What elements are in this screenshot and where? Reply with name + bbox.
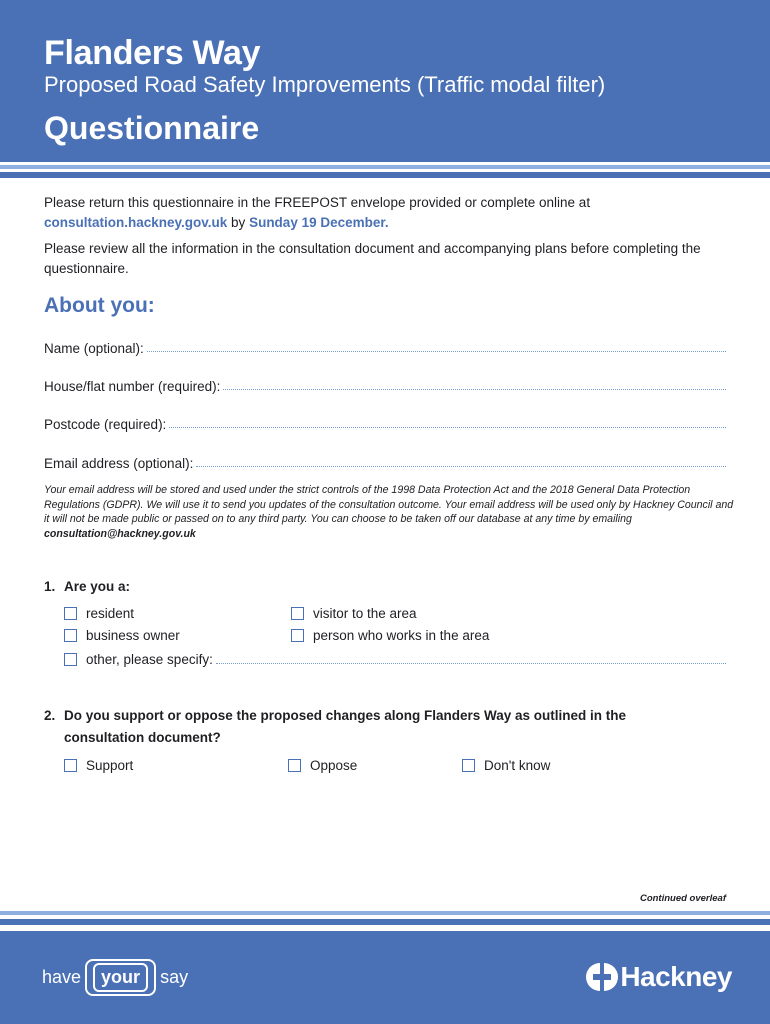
header-banner	[0, 0, 770, 162]
privacy-email: consultation@hackney.gov.uk	[44, 527, 196, 540]
checkbox-other[interactable]	[64, 653, 77, 666]
header-stripe-light	[0, 165, 770, 169]
question-1-text: Are you a:	[64, 579, 131, 594]
checkbox-visitor[interactable]	[291, 607, 304, 620]
option-other-label: other, please specify:	[86, 651, 213, 667]
intro-by-text: by	[227, 215, 250, 230]
footer-banner	[0, 931, 770, 1024]
postcode-dotted-line[interactable]	[169, 427, 726, 428]
checkbox-business-owner[interactable]	[64, 629, 77, 642]
option-worker[interactable]	[291, 626, 492, 644]
continued-overleaf-note: Continued overleaf	[639, 893, 726, 904]
logo-say-text: say	[160, 966, 189, 987]
question-2-text-line2: consultation document?	[64, 730, 221, 745]
privacy-notice	[44, 483, 734, 541]
name-label: Name (optional):	[44, 341, 144, 356]
intro-text: Please return this questionnaire in the FREEPOST envelope provided or complete online at	[44, 195, 591, 210]
option-visitor-label: visitor to the area	[313, 605, 417, 621]
question-2-number: 2.	[44, 708, 56, 723]
question-2	[44, 705, 626, 749]
about-you-heading: About you:	[44, 294, 155, 317]
name-field[interactable]	[44, 338, 726, 356]
name-dotted-line[interactable]	[147, 351, 726, 352]
option-other[interactable]	[64, 650, 726, 668]
page-title: Flanders Way	[44, 34, 261, 72]
option-visitor[interactable]	[291, 604, 420, 622]
option-worker-label: person who works in the area	[313, 627, 490, 643]
option-business-owner-label: business owner	[86, 627, 180, 643]
privacy-text: Your email address will be stored and used under the strict controls of the 1998 Data Protection Act and the 2018 General Data Protection Regulations (GDPR). We will use it to send you updates of the consultation outcome. Your email address will be used only by Hackney Council and it will not be made public or passed on to any third party. You can choose to be taken off our database at any time by emailing	[44, 484, 734, 526]
house-number-field[interactable]	[44, 376, 726, 394]
option-support[interactable]	[64, 756, 136, 774]
option-dont-know[interactable]	[462, 756, 553, 774]
email-dotted-line[interactable]	[196, 466, 726, 467]
checkbox-support[interactable]	[64, 759, 77, 772]
house-number-label: House/flat number (required):	[44, 379, 221, 394]
postcode-label: Postcode (required):	[44, 417, 167, 432]
house-number-dotted-line[interactable]	[223, 389, 726, 390]
logo-have-text: have	[42, 966, 82, 987]
logo-your-frame	[85, 959, 156, 996]
option-support-label: Support	[86, 757, 134, 773]
deadline-text: Sunday 19 December.	[249, 215, 389, 230]
have-your-say-logo	[42, 961, 188, 993]
option-oppose[interactable]	[288, 756, 360, 774]
checkbox-resident[interactable]	[64, 607, 77, 620]
intro-paragraph-2: Please review all the information in the consultation document and accompanying plans before completing the questionnaire.	[44, 241, 701, 276]
intro-paragraph-1	[44, 193, 734, 233]
question-2-text-line1: Do you support or oppose the proposed changes along Flanders Way as outlined in the	[64, 708, 627, 723]
hackney-wordmark: Hackney	[620, 961, 732, 992]
header-stripe	[0, 172, 770, 178]
option-oppose-label: Oppose	[310, 757, 358, 773]
hackney-logo	[586, 961, 732, 993]
email-field[interactable]	[44, 453, 726, 471]
checkbox-oppose[interactable]	[288, 759, 301, 772]
option-resident-label: resident	[86, 605, 135, 621]
logo-your-text: your	[93, 963, 148, 992]
other-specify-dotted-line[interactable]	[216, 663, 726, 664]
option-dont-know-label: Don't know	[484, 757, 551, 773]
option-business-owner[interactable]	[64, 626, 183, 644]
checkbox-worker[interactable]	[291, 629, 304, 642]
hackney-h-icon	[586, 963, 618, 991]
page-subtitle: Proposed Road Safety Improvements (Traffic modal filter)	[44, 72, 606, 97]
consultation-link[interactable]: consultation.hackney.gov.uk	[44, 215, 228, 230]
footer-stripe-light	[0, 911, 770, 915]
option-resident[interactable]	[64, 604, 137, 622]
question-1	[44, 576, 130, 598]
document-type-heading: Questionnaire	[44, 110, 260, 146]
email-label: Email address (optional):	[44, 456, 194, 471]
checkbox-dont-know[interactable]	[462, 759, 475, 772]
postcode-field[interactable]	[44, 414, 726, 432]
footer-stripe	[0, 919, 770, 925]
question-1-number: 1.	[44, 579, 56, 594]
